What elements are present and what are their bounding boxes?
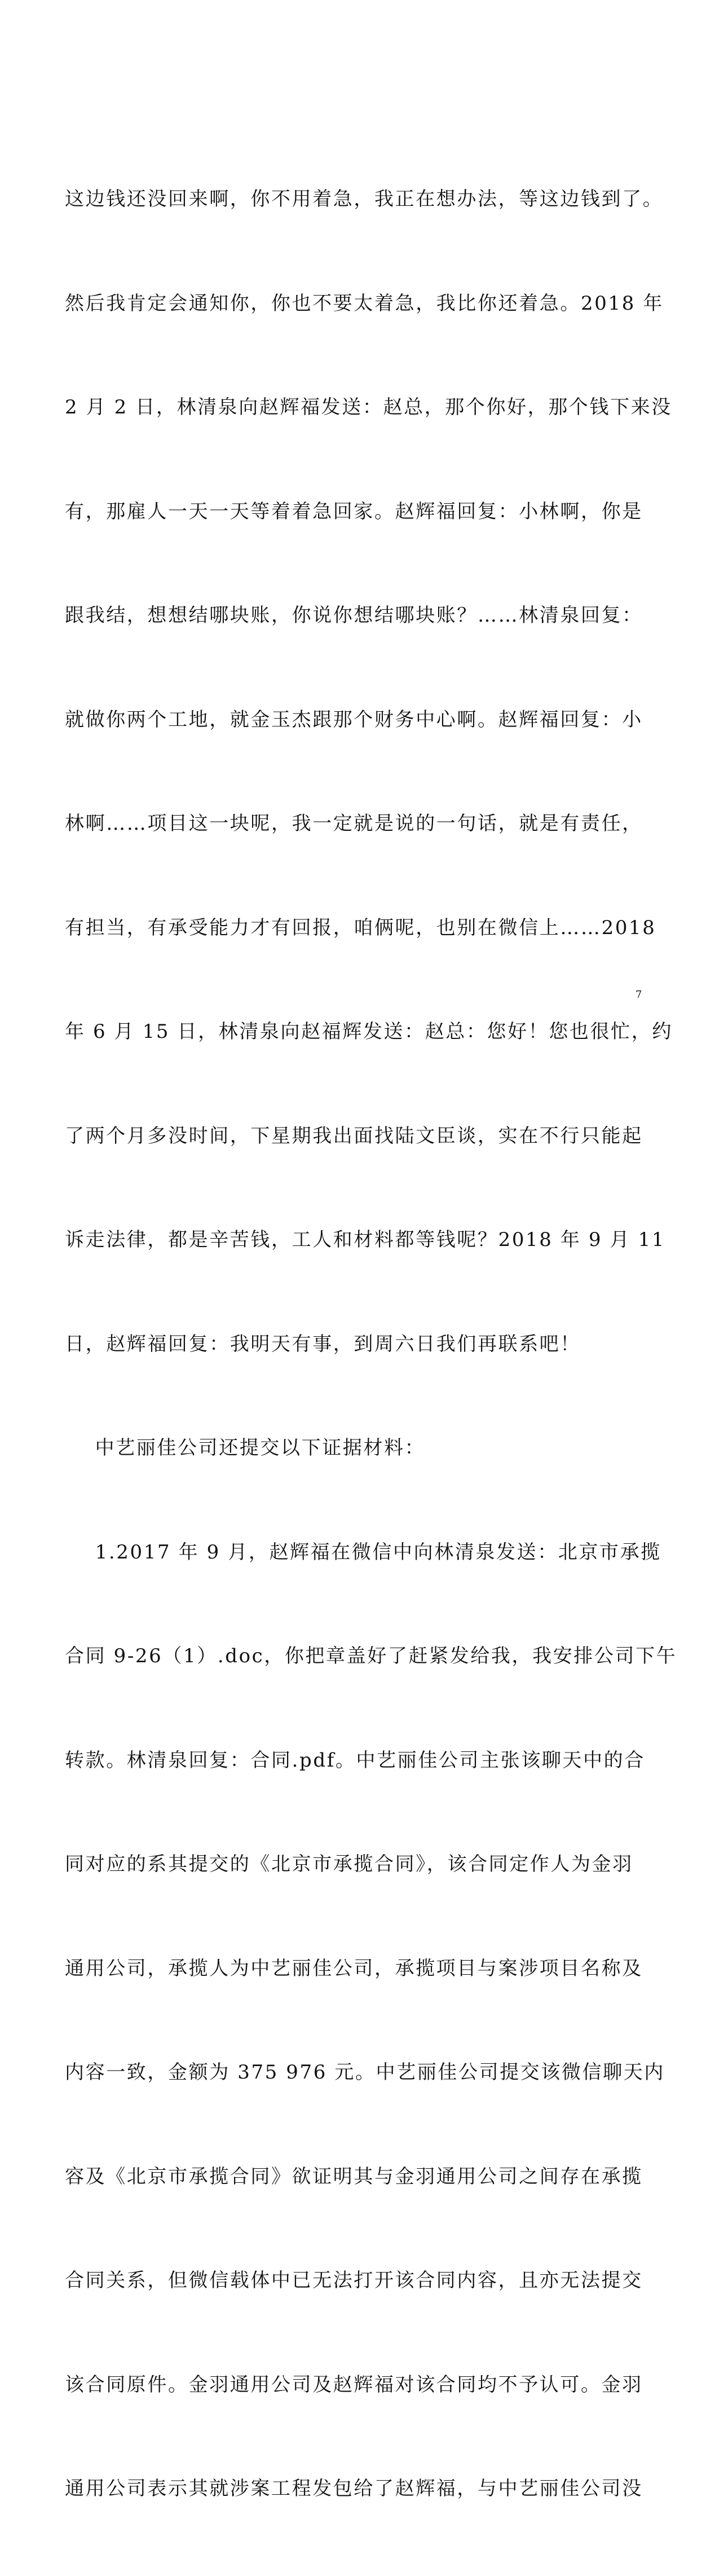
text-line-5: 跟我结，想想结哪块账，你说你想结哪块账？……林清泉回复：: [65, 604, 643, 627]
text-line-11: 诉走法律，都是辛苦钱，工人和材料都等钱呢？2018 年 9 月 11: [65, 1228, 666, 1251]
text-line-23: 通用公司表示其就涉案工程发包给了赵辉福，与中艺丽佳公司没: [65, 2477, 643, 2500]
text-line-7: 林啊……项目这一块呢，我一定就是说的一句话，就是有责任，: [65, 812, 643, 835]
page-number: 7: [635, 989, 642, 1001]
text-line-19: 内容一致，金额为 375 976 元。中艺丽佳公司提交该微信聊天内: [65, 2061, 665, 2084]
text-line-18: 通用公司，承揽人为中艺丽佳公司，承揽项目与案涉项目名称及: [65, 1957, 643, 1980]
body-text: [65, 113, 677, 2576]
text-line-8: 有担当，有承受能力才有回报，咱俩呢，也别在微信上……2018: [65, 916, 656, 939]
text-line-17: 同对应的系其提交的《北京市承揽合同》，该合同定作人为金羽: [65, 1853, 633, 1875]
text-line-21: 合同关系，但微信载体中已无法打开该合同内容，且亦无法提交: [65, 2269, 643, 2292]
text-line-15: 合同 9-26（1）.doc，你把章盖好了赶紧发给我，我安排公司下午: [65, 1645, 677, 1667]
text-line-22: 该合同原件。金羽通用公司及赵辉福对该合同均不予认可。金羽: [65, 2373, 643, 2396]
text-line-6: 就做你两个工地，就金玉杰跟那个财务中心啊。赵辉福回复：小: [65, 708, 643, 731]
text-line-4: 有，那雇人一天一天等着着急回家。赵辉福回复：小林啊，你是: [65, 500, 643, 523]
text-line-16: 转款。林清泉回复：合同.pdf。中艺丽佳公司主张该聊天中的合: [65, 1749, 645, 1772]
text-line-9: 年 6 月 15 日，林清泉向赵福辉发送：赵总：您好！您也很忙，约: [65, 1020, 673, 1043]
text-line-10: 了两个月多没时间，下星期我出面找陆文臣谈，实在不行只能起: [65, 1124, 643, 1147]
text-line-20: 容及《北京市承揽合同》欲证明其与金羽通用公司之间存在承揽: [65, 2165, 643, 2188]
text-line-1: 这边钱还没回来啊，你不用着急，我正在想办法，等这边钱到了。: [65, 188, 664, 210]
text-line-13: 中艺丽佳公司还提交以下证据材料：: [65, 1437, 426, 1459]
text-line-12: 日，赵辉福回复：我明天有事，到周六日我们再联系吧！: [65, 1332, 581, 1355]
text-line-14: 1.2017 年 9 月，赵辉福在微信中向林清泉发送：北京市承揽: [65, 1540, 661, 1564]
text-line-3: 2 月 2 日，林清泉向赵辉福发送：赵总，那个你好，那个钱下来没: [65, 396, 672, 419]
text-line-2: 然后我肯定会通知你，你也不要太着急，我比你还着急。2018 年: [65, 292, 664, 315]
